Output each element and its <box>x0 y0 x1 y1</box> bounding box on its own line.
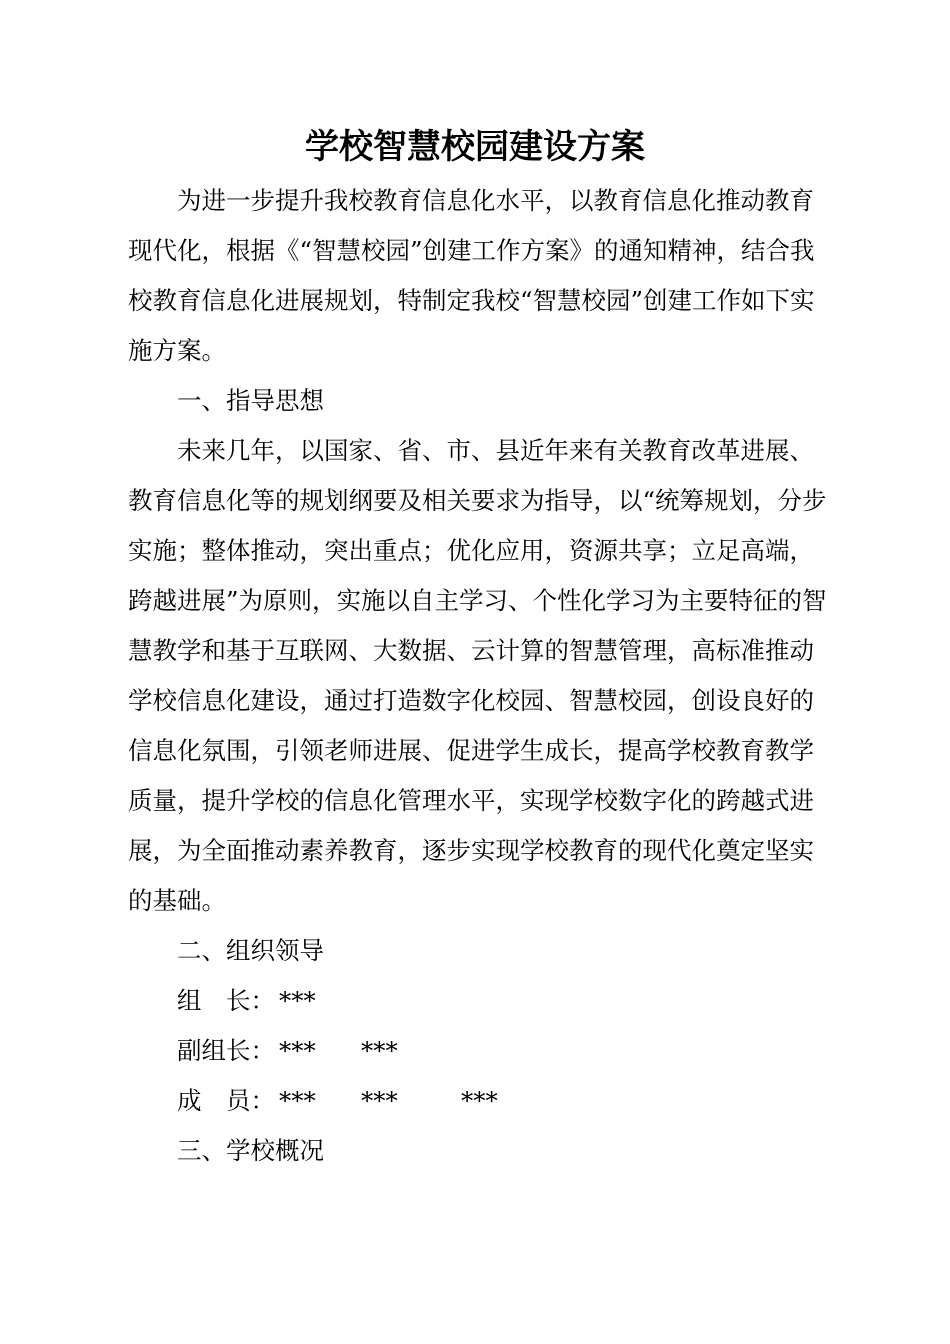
leader-row-head <box>128 976 828 1026</box>
leader-name: *** <box>279 1036 316 1065</box>
leader-row-deputy <box>128 1026 828 1076</box>
leader-name: *** <box>279 1086 316 1115</box>
intro-paragraph: 为进一步提升我校教育信息化水平，以教育信息化推动教育现代化，根据《“智慧校园”创建工作方案》的通知精神，结合我校教育信息化进展规划，特制定我校“智慧校园”创建工作如下实施方案。 <box>128 186 815 365</box>
section-heading-guiding-ideology: 一、指导思想 <box>177 386 324 415</box>
leader-role: 组 长： <box>177 986 275 1015</box>
document-title: 学校智慧校园建设方案 <box>305 127 645 167</box>
guiding-ideology-paragraph: 未来几年，以国家、省、市、县近年来有关教育改革进展、教育信息化等的规划纲要及相关要求为指导，以“统筹规划，分步实施；整体推动，突出重点；优化应用，资源共享；立足高端，跨越进展”为原则，实施以自主学习、个性化学习为主要特征的智慧教学和基于互联网、大数据、云计算的智慧管理，高标准推动学校信息化建设，通过打造数字化校园、智慧校园，创设良好的信息化氛围，引领老师进展、促进学生成长，提高学校教育教学质量，提升学校的信息化管理水平，实现学校数字化的跨越式进展，为全面推动素养教育，逐步实现学校教育的现代化奠定坚实的基础。 <box>128 436 827 915</box>
section-heading-organization: 二、组织领导 <box>177 936 324 965</box>
leader-role: 副组长： <box>177 1036 275 1065</box>
document-body <box>128 176 828 1176</box>
leader-name: *** <box>361 1086 398 1115</box>
section-heading-school-overview: 三、学校概况 <box>177 1136 324 1165</box>
leader-row-members <box>128 1076 828 1126</box>
leader-role: 成 员： <box>177 1086 275 1115</box>
leader-name: *** <box>361 1036 398 1065</box>
leader-name: *** <box>461 1086 498 1115</box>
leader-name: *** <box>279 986 316 1015</box>
